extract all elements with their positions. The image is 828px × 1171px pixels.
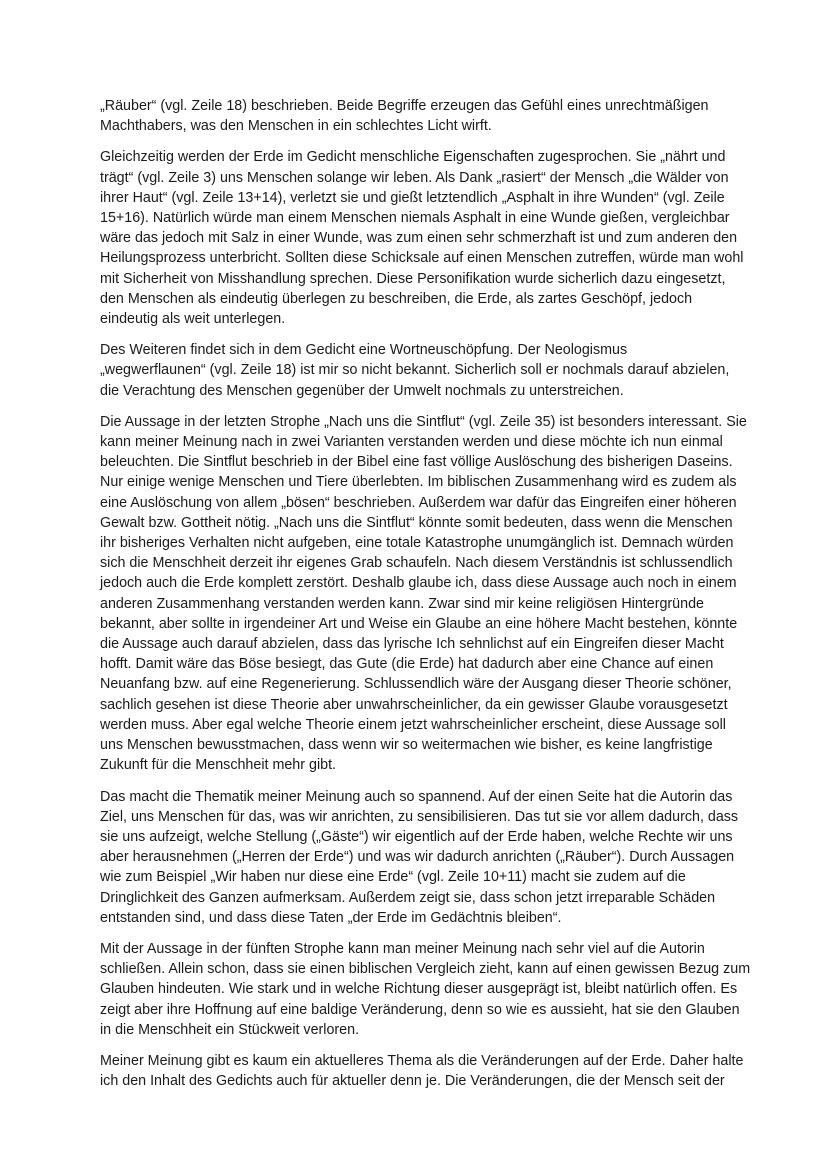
text-line: die Aussage auch darauf abzielen, dass das lyrische Ich sehnlichst auf ein Eingreifen dieser Macht	[100, 636, 724, 653]
text-line: die Verachtung des Menschen gegenüber der Umwelt nochmals zu unterstreichen.	[100, 382, 624, 399]
text-line: wäre das jedoch mit Salz in einer Wunde, was zum einen sehr schmerzhaft ist und zum anderen den	[100, 230, 738, 247]
text-line: ihr bisheriges Verhalten nicht aufgeben, eine totale Katastrophe unumgänglich ist. Demnach würden	[100, 535, 734, 552]
text-line: 15+16). Natürlich würde man einem Menschen niemals Asphalt in eine Wunde gießen, vergleichbar	[100, 210, 730, 227]
text-line: kann meiner Meinung nach in zwei Varianten verstanden werden und diese möchte ich nun einmal	[100, 434, 723, 451]
text-line: entstanden sind, und dass diese Taten „der Erde im Gedächtnis bleiben“.	[100, 909, 562, 926]
text-line: trägt“ (vgl. Zeile 3) uns Menschen solange wir leben. Als Dank „rasiert“ der Mensch „die Wälder von	[100, 169, 729, 186]
text-line: eindeutig als weit unterlegen.	[100, 311, 286, 328]
text-line: sachlich gesehen ist diese Theorie aber unwahrscheinlicher, da ein gewisser Glaube vorausgesetzt	[100, 696, 728, 713]
text-line: den Menschen als eindeutig überlegen zu beschreiben, die Erde, als zartes Geschöpf, jedoch	[100, 290, 693, 307]
text-line: Des Weiteren findet sich in dem Gedicht eine Wortneuschöpfung. Der Neologismus	[100, 342, 628, 359]
text-line: sie uns aufzeigt, welche Stellung („Gäste“) wir eigentlich auf der Erde haben, welche Rechte wir uns	[100, 828, 733, 845]
text-line: Neuanfang bzw. auf eine Regenerierung. Schlussendlich wäre der Ausgang dieser Theorie schöner,	[100, 676, 732, 693]
document-page	[100, 96, 751, 1102]
paragraph-3	[100, 340, 728, 401]
text-line: werden muss. Aber egal welche Theorie einem jetzt wahrscheinlicher erscheint, diese Aussage soll	[100, 716, 726, 733]
text-line: eine Auslöschung von allem „bösen“ beschrieben. Außerdem war dafür das Eingreifen einer höheren	[100, 494, 737, 511]
text-line: anderen Zusammenhang verstanden werden kann. Zwar sind mir keine religiösen Hintergründe	[100, 595, 704, 612]
text-line: Mit der Aussage in der fünften Strophe kann man meiner Meinung nach sehr viel auf die Autorin	[100, 940, 705, 957]
text-line: aber herausnehmen („Herren der Erde“) und was wir dadurch anrichten („Räuber“). Durch Aussagen	[100, 849, 735, 866]
text-line: sich die Menschheit derzeit ihr eigenes Grab schaufeln. Nach diesem Verständnis ist schlussendlich	[100, 555, 733, 572]
text-line: beleuchten. Die Sintflut beschrieb in der Bibel eine fast völlige Auslöschung des bisherigen Daseins.	[100, 454, 733, 471]
paragraph-2	[100, 147, 744, 329]
paragraph-1	[100, 96, 728, 136]
text-line: Meiner Meinung gibt es kaum ein aktuelleres Thema als die Veränderungen auf der Erde. Daher halte	[100, 1052, 744, 1069]
text-line: Heilungsprozess unterbricht. Sollten diese Schicksale auf einen Menschen zutreffen, würde man wohl	[100, 250, 744, 267]
text-line: Die Aussage in der letzten Strophe „Nach uns die Sintflut“ (vgl. Zeile 35) ist besonders interessant. Sie	[100, 413, 747, 430]
paragraph-7	[100, 1051, 744, 1091]
text-line: Dringlichkeit des Ganzen aufmerksam. Außerdem zeigt sie, dass schon jetzt irreparable Schäden	[100, 889, 716, 906]
text-line: Nur einige wenige Menschen und Tiere überlebten. Im biblischen Zusammenhang wird es zudem als	[100, 474, 737, 491]
text-line: wie zum Beispiel „Wir haben nur diese eine Erde“ (vgl. Zeile 10+11) macht sie zudem auf die	[100, 869, 686, 886]
text-line: „wegwerflaunen“ (vgl. Zeile 18) ist mir so nicht bekannt. Sicherlich soll er nochmals darauf abzielen,	[100, 362, 730, 379]
text-line: Gleichzeitig werden der Erde im Gedicht menschliche Eigenschaften zugesprochen. Sie „nährt und	[100, 149, 726, 166]
text-line: Zukunft für die Menschheit mehr gibt.	[100, 757, 337, 774]
text-line: Das macht die Thematik meiner Meinung auch so spannend. Auf der einen Seite hat die Autorin das	[100, 788, 733, 805]
text-line: Glauben hindeuten. Wie stark und in welche Richtung dieser ausgeprägt ist, bleibt natürlich offen. Es	[100, 981, 738, 998]
paragraph-4	[100, 412, 747, 776]
text-line: ihrer Haut“ (vgl. Zeile 13+14), verletzt sie und gießt letztendlich „Asphalt in ihre Wunden“ (vgl. Zeile	[100, 189, 725, 206]
text-line: ich den Inhalt des Gedichts auch für aktueller denn je. Die Veränderungen, die der Mensch seit der	[100, 1073, 725, 1090]
text-line: Ziel, uns Menschen für das, was wir anrichten, zu sensibilisieren. Das tut sie vor allem dadurch, dass	[100, 808, 739, 825]
text-line: schließen. Allein schon, dass sie einen biblischen Vergleich zieht, kann auf einen gewissen Bezug zum	[100, 961, 751, 978]
text-line: uns Menschen bewusstmachen, dass wenn wir so weitermachen wie bisher, es keine langfristige	[100, 737, 713, 754]
paragraph-6	[100, 939, 751, 1040]
text-line: Gewalt bzw. Gottheit nötig. „Nach uns die Sintflut“ könnte somit bedeuten, dass wenn die Menschen	[100, 514, 733, 531]
text-line: bekannt, aber sollte in irgendeiner Art und Weise ein Glaube an eine höhere Macht bestehen, könnte	[100, 615, 738, 632]
text-line: zeigt aber ihre Hoffnung auf eine baldige Veränderung, denn so wie es aussieht, hat sie den Glauben	[100, 1001, 740, 1018]
text-line: Machthabers, was den Menschen in ein schlechtes Licht wirft.	[100, 118, 492, 135]
text-line: in die Menschheit ein Stückweit verloren.	[100, 1021, 360, 1038]
text-line: jedoch auch die Erde komplett zerstört. Deshalb glaube ich, dass diese Aussage auch noch in einem	[100, 575, 737, 592]
text-line: hofft. Damit wäre das Böse besiegt, das Gute (die Erde) hat dadurch aber eine Chance auf einen	[100, 656, 714, 673]
paragraph-5	[100, 787, 739, 928]
text-line: mit Sicherheit von Misshandlung sprechen. Diese Personifikation wurde sicherlich dazu eingesetzt,	[100, 270, 726, 287]
text-line: „Räuber“ (vgl. Zeile 18) beschrieben. Beide Begriffe erzeugen das Gefühl eines unrechtmäßigen	[100, 98, 709, 114]
